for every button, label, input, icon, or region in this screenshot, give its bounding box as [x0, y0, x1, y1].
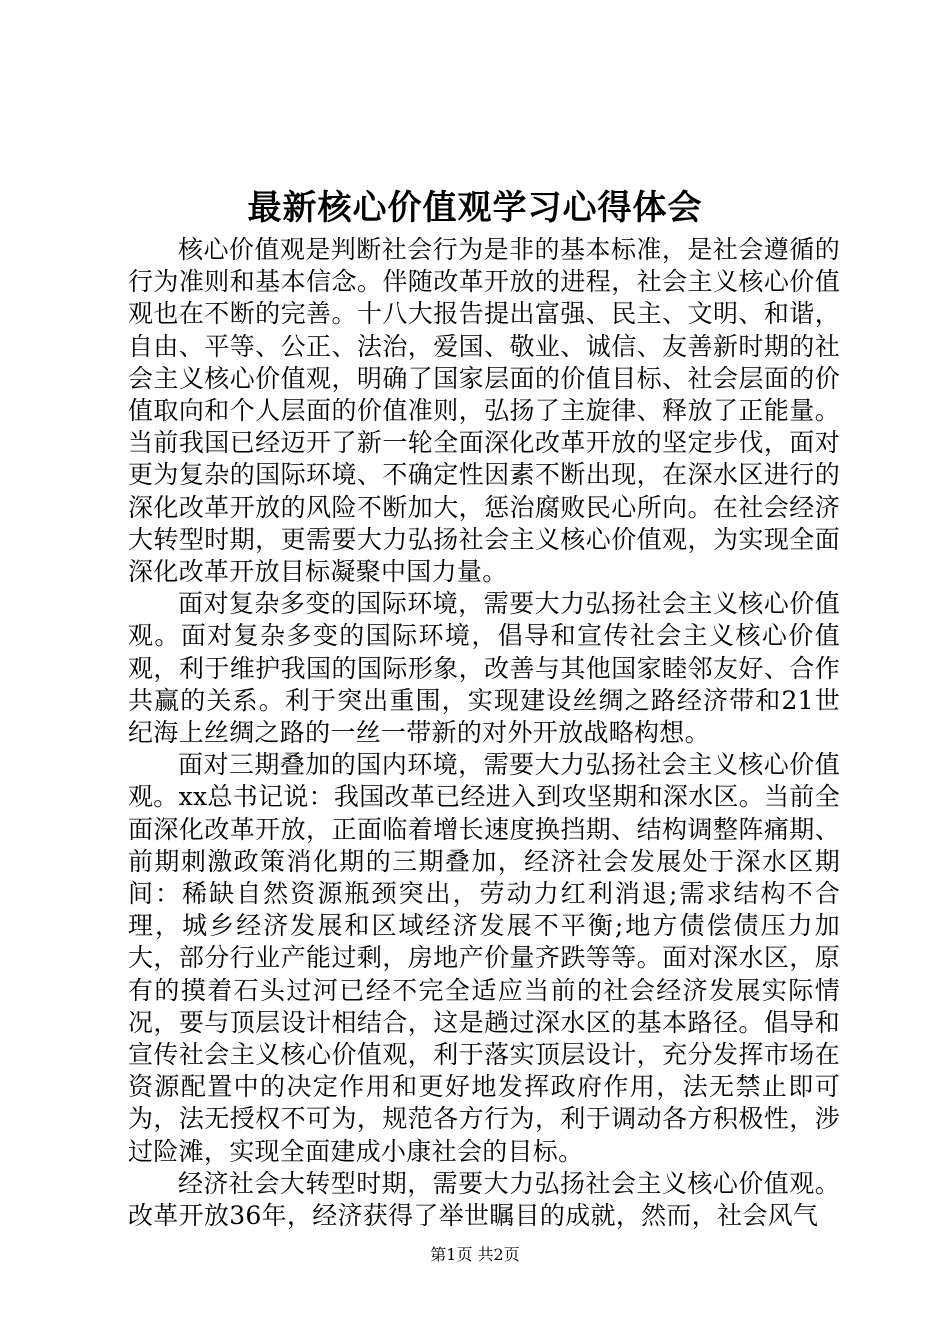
document-title: 最新核心价值观学习心得体会: [247, 188, 703, 228]
paragraph-1: 核心价值观是判断社会行为是非的基本标准，是社会遵循的行为准则和基本信念。伴随改革开放的进程，社会主义核心价值观也在不断的完善。十八大报告提出富强、民主、文明、和谐，自由、平等、公正、法治，爱国、敬业、诚信、友善新时期的社会主义核心价值观，明确了国家层面的价值目标、社会层面的价值取向和个人层面的价值准则，弘扬了主旋律、释放了正能量。当前我国已经迈开了新一轮全面深化改革开放的坚定步伐，面对更为复杂的国际环境、不确定性因素不断出现，在深水区进行的深化改革开放的风险不断加大，惩治腐败民心所向。在社会经济大转型时期，更需要大力弘扬社会主义核心价值观，为实现全面深化改革开放目标凝聚中国力量。: [128, 235, 840, 587]
document-body: [128, 234, 840, 1232]
page-footer: 第1页 共2页: [430, 1245, 520, 1264]
paragraph-4: 经济社会大转型时期，需要大力弘扬社会主义核心价值观。改革开放36年，经济获得了举世瞩目的成就，然而，社会风气: [128, 1168, 840, 1231]
paragraph-2: 面对复杂多变的国际环境，需要大力弘扬社会主义核心价值观。面对复杂多变的国际环境，倡导和宣传社会主义核心价值观，利于维护我国的国际形象，改善与其他国家睦邻友好、合作共赢的关系。利于突出重围，实现建设丝绸之路经济带和21世纪海上丝绸之路的一丝一带新的对外开放战略构想。: [128, 589, 840, 748]
paragraph-3: 面对三期叠加的国内环境，需要大力弘扬社会主义核心价值观。xx总书记说：我国改革已经进入到攻坚期和深水区。当前全面深化改革开放，正面临着增长速度换挡期、结构调整阵痛期、前期刺激政策消化期的三期叠加，经济社会发展处于深水区期间：稀缺自然资源瓶颈突出，劳动力红利消退;需求结构不合理，城乡经济发展和区域经济发展不平衡;地方债偿债压力加大，部分行业产能过剩，房地产价量齐跌等等。面对深水区，原有的摸着石头过河已经不完全适应当前的社会经济发展实际情况，要与顶层设计相结合，这是趟过深水区的基本路径。倡导和宣传社会主义核心价值观，利于落实顶层设计，充分发挥市场在资源配置中的决定作用和更好地发挥政府作用，法无禁止即可为，法无授权不可为，规范各方行为，利于调动各方积极性，涉过险滩，实现全面建成小康社会的目标。: [128, 750, 840, 1166]
